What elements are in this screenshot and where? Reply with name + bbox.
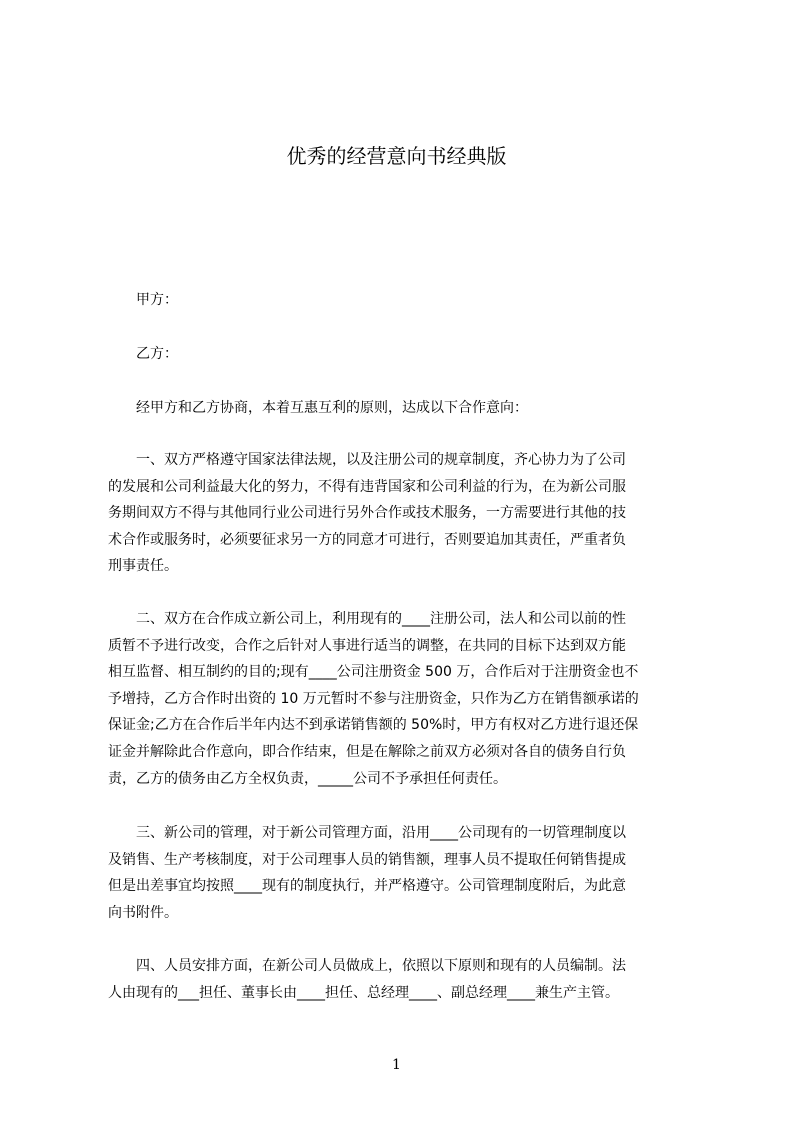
- clause-2-line: 予增持，乙方合作时出资的 10 万元暂时不参与注册资金，只作为乙方在销售额承诺的: [108, 690, 639, 707]
- party-a-line: [108, 287, 726, 314]
- clause-2-line: 保证金;乙方在合作后半年内达不到承诺销售额的 50%时，甲方有权对乙方进行退还保: [108, 717, 639, 734]
- intro-text: 经甲方和乙方协商，本着互惠互利的原则，达成以下合作意向：: [136, 400, 528, 416]
- clause-1-line: 一、双方严格遵守国家法律法规，以及注册公司的规章制度，齐心协力为了公司: [136, 452, 626, 468]
- clause-1-paragraph: [108, 447, 698, 580]
- clause-2-line: 相互监督、相互制约的目的;现有____公司注册资金 500 万，合作后对于注册资金也不: [108, 664, 639, 681]
- clause-1-line: 的发展和公司利益最大化的努力，不得有违背国家和公司利益的行为，在为新公司服: [108, 478, 626, 495]
- clause-4-line: 四、人员安排方面，在新公司人员做成上，依照以下原则和现有的人员编制。法: [136, 958, 626, 974]
- document-title: 优秀的经营意向书经典版: [286, 144, 507, 168]
- intro-paragraph: [108, 395, 726, 422]
- clause-1-line: 务期间双方不得与其他同行业公司进行另外合作或技术服务，一方需要进行其他的技: [108, 505, 626, 522]
- clause-2-line: 证金并解除此合作意向，即合作结束，但是在解除之前双方必须对各自的债务自行负: [108, 743, 626, 760]
- party-b-line: [108, 341, 726, 368]
- clause-1-line: 刑事责任。: [108, 558, 178, 575]
- clause-3-paragraph: [108, 820, 698, 926]
- party-a-label: 甲方：: [136, 292, 178, 308]
- clause-4-line: 人由现有的___担任、董事长由____担任、总经理____、副总经理____兼生产主管。: [108, 984, 619, 1001]
- clause-3-line: 三、新公司的管理，对于新公司管理方面，沿用____公司现有的一切管理制度以: [136, 825, 626, 841]
- clause-3-line: 但是出差事宜均按照____现有的制度执行，并严格遵守。公司管理制度附后，为此意: [108, 878, 626, 895]
- party-b-label: 乙方：: [136, 346, 178, 362]
- clause-2-line: 质暂不予进行改变，合作之后针对人事进行适当的调整，在共同的目标下达到双方能: [108, 637, 626, 654]
- clause-4-paragraph: [108, 953, 698, 1006]
- clause-3-line: 及销售、生产考核制度，对于公司理事人员的销售额，理事人员不提取任何销售提成: [108, 851, 626, 868]
- clause-2-line: 二、双方在合作成立新公司上，利用现有的____注册公司，法人和公司以前的性: [136, 611, 626, 627]
- clause-2-paragraph: [108, 606, 698, 792]
- clause-3-line: 向书附件。: [108, 904, 178, 921]
- clause-1-line: 术合作或服务时，必须要征求另一方的同意才可进行，否则要追加其责任，严重者负: [108, 531, 626, 548]
- clause-2-line: 责，乙方的债务由乙方全权负责，_____公司不予承担任何责任。: [108, 770, 507, 787]
- page-number: 1: [392, 1057, 401, 1073]
